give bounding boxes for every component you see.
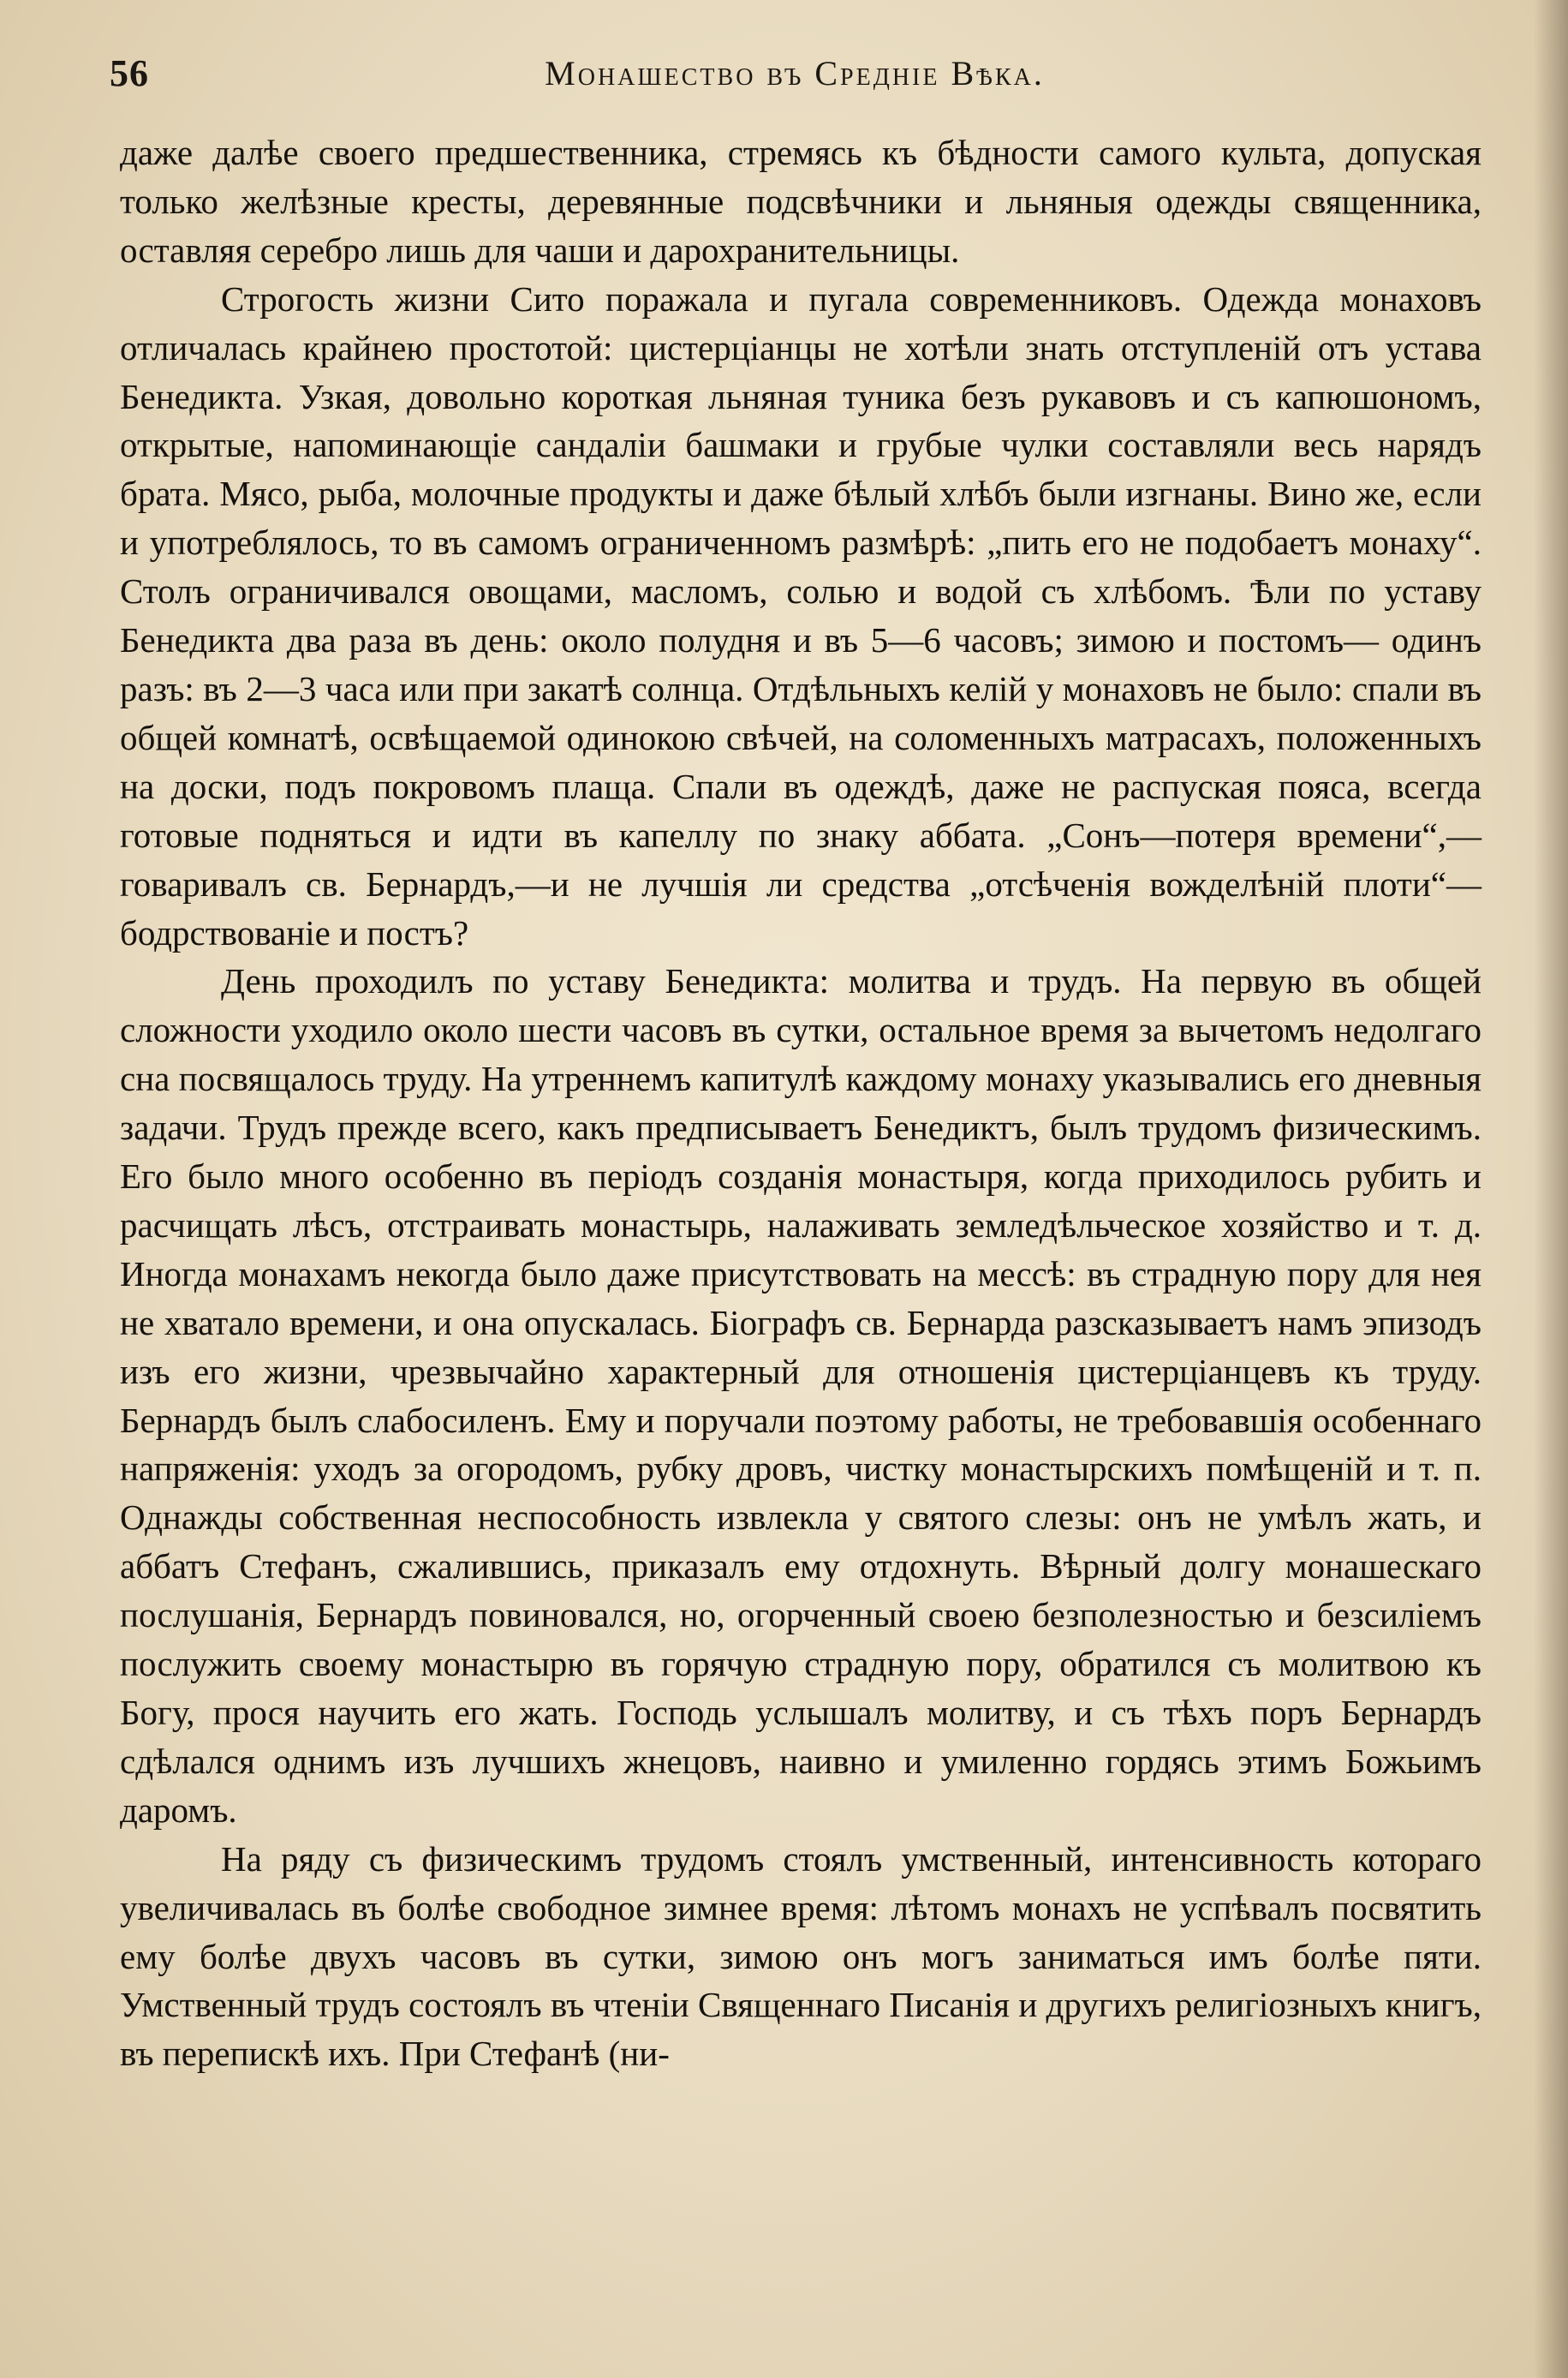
paragraph-3: День проходилъ по уставу Бенедикта: молитва и трудъ. На первую въ общей сложности уходило около шести часовъ въ сутки, остальное время за вычетомъ недолгаго сна посвящалось труду. На утреннемъ капитулѣ каждому монаху указывались его дневныя задачи. Трудъ прежде всего, какъ предписываетъ Бенедиктъ, былъ трудомъ физическимъ. Его было много особенно въ періодъ созданія монастыря, когда приходилось рубить и расчищать лѣсъ, отстраивать монастырь, налаживать земледѣльческое хозяйство и т. д. Иногда монахамъ некогда было даже присутствовать на мессѣ: въ страдную пору для нея не хватало времени, и она опускалась. Біографъ св. Бернарда разсказываетъ намъ эпизодъ изъ его жизни, чрезвычайно характерный для отношенія цистерціанцевъ къ труду. Бернардъ былъ слабосиленъ. Ему и поручали поэтому работы, не требовавшія особеннаго напряженія: уходъ за огородомъ, рубку дровъ, чистку монастырскихъ помѣщеній и т. п. Однажды собственная неспособность извлекла у святого слезы: онъ не умѣлъ жать, и аббатъ Стефанъ, сжалившись, приказалъ ему отдохнуть. Вѣрный долгу монашескаго послушанія, Бернардъ повиновался, но, огорченный своею безполезностью и безсиліемъ послужить своему монастырю въ горячую страдную пору, обратился съ молитвою къ Богу, прося научить его жать. Господь услышалъ молитву, и съ тѣхъ поръ Бернардъ сдѣлался однимъ изъ лучшихъ жнецовъ, наивно и умиленно гордясь этимъ Божьимъ даромъ. [120, 961, 1482, 1830]
running-title: Монашество въ Средніе Вѣка. [545, 54, 1045, 93]
paragraph-2: Строгость жизни Сито поражала и пугала современниковъ. Одежда монаховъ отличалась крайнею простотой: цистерціанцы не хотѣли знать отступленій отъ устава Бенедикта. Узкая, довольно короткая льняная туника безъ рукавовъ и съ капюшономъ, открытые, напоминающіе сандаліи башмаки и грубые чулки составляли весь нарядъ брата. Мясо, рыба, молочные продукты и даже бѣлый хлѣбъ были изгнаны. Вино же, если и употреблялось, то въ самомъ ограниченномъ размѣрѣ: „пить его не подобаетъ монаху“. Столъ ограничивался овощами, масломъ, солью и водой съ хлѣбомъ. Ѣли по уставу Бенедикта два раза въ день: около полудня и въ 5—6 часовъ; зимою и постомъ— одинъ разъ: въ 2—3 часа или при закатѣ солнца. Отдѣльныхъ келій у монаховъ не было: спали въ общей комнатѣ, освѣщаемой одинокою свѣчей, на соломенныхъ матрасахъ, положенныхъ на доски, подъ покровомъ плаща. Спали въ одеждѣ, даже не распуская пояса, всегда готовые подняться и идти въ капеллу по знаку аббата. „Сонъ—потеря времени“,—говаривалъ св. Бернардъ,—и не лучшія ли средства „отсѣченія вожделѣній плоти“—бодрствованіе и постъ? [120, 278, 1482, 953]
paragraph-4: На ряду съ физическимъ трудомъ стоялъ умственный, интенсивность котораго увеличивалась въ болѣе свободное зимнее время: лѣтомъ монахъ не успѣвалъ посвятить ему болѣе двухъ часовъ въ сутки, зимою онъ могъ заниматься имъ болѣе пяти. Умственный трудъ состоялъ въ чтеніи Священнаго Писанія и другихъ религіозныхъ книгъ, въ перепискѣ ихъ. При Стефанѣ (ни- [120, 1838, 1482, 2074]
paragraph-1: даже далѣе своего предшественника, стремясь къ бѣдности самого культа, допуская только желѣзные кресты, деревянные подсвѣчники и льняныя одежды священника, оставляя серебро лишь для чаши и дарохранительницы. [120, 133, 1482, 270]
body-text [120, 128, 1482, 2078]
page-number: 56 [110, 52, 149, 94]
page-header [110, 43, 1480, 103]
